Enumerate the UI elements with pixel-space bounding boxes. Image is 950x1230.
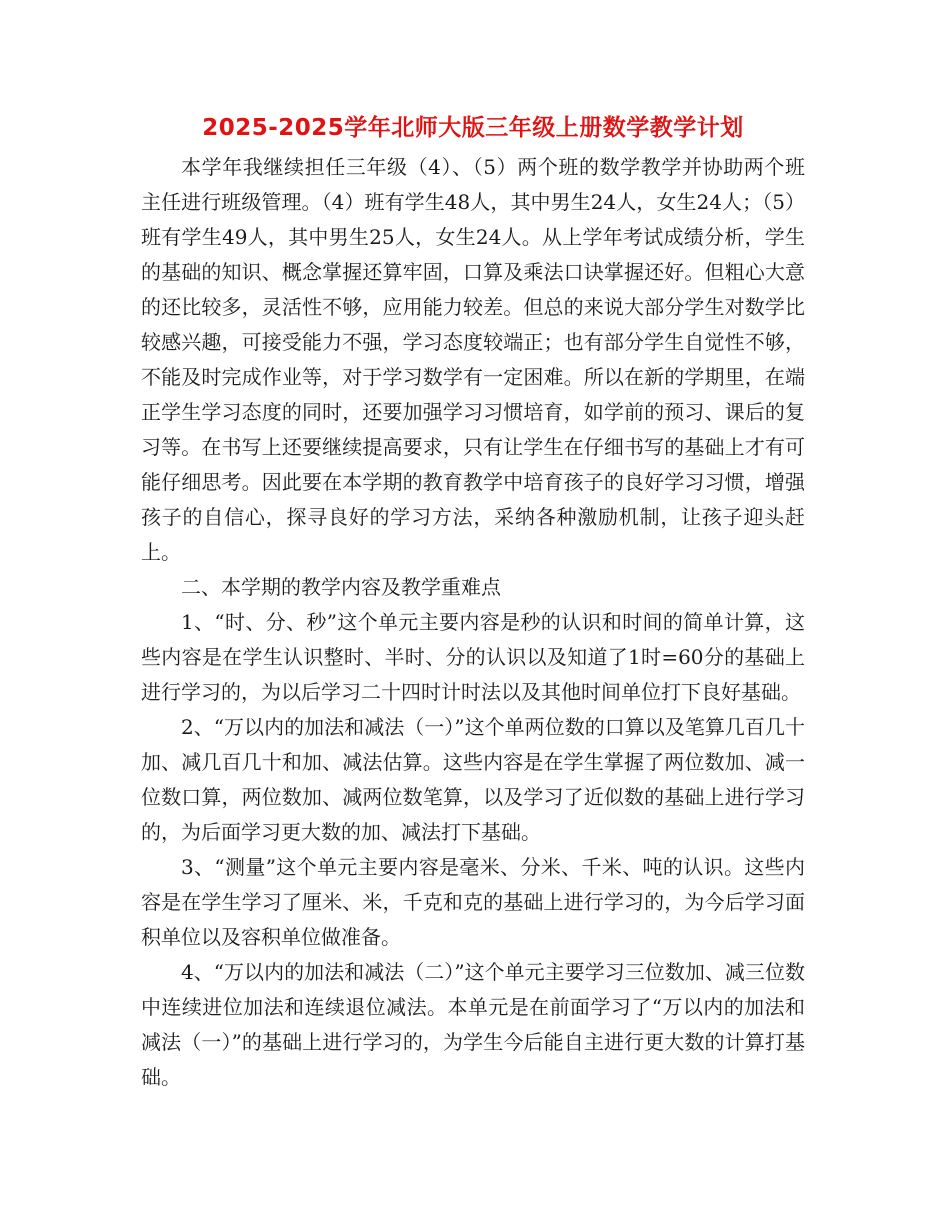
paragraph-unit-1: 1、“时、分、秒”这个单元主要内容是秒的认识和时间的简单计算，这些内容是在学生认识整时、半时、分的认识以及知道了1时=60分的基础上进行学习的，为以后学习二十四时计时法以及其他时间单位打下良好基础。 xyxy=(141,610,805,704)
document-body xyxy=(141,150,805,1095)
document-title: 2025-2025学年北师大版三年级上册数学教学计划 xyxy=(202,115,744,141)
section-heading: 二、本学期的教学内容及教学重难点 xyxy=(181,575,501,599)
paragraph-unit-2: 2、“万以内的加法和减法（一）”这个单两位数的口算以及笔算几百几十加、减几百几十和加、减法估算。这些内容是在学生掌握了两位数加、减一位数口算，两位数加、减两位数笔算，以及学习了近似数的基础上进行学习的，为后面学习更大数的加、减法打下基础。 xyxy=(141,715,805,844)
paragraph-unit-3: 3、“测量”这个单元主要内容是毫米、分米、千米、吨的认识。这些内容是在学生学习了厘米、米，千克和克的基础上进行学习的，为今后学习面积单位以及容积单位做准备。 xyxy=(141,855,805,949)
paragraph-intro: 本学年我继续担任三年级（4）、（5）两个班的数学教学并协助两个班主任进行班级管理。（4）班有学生48人，其中男生24人，女生24人；（5）班有学生49人，其中男生25人，女生24人。从上学年考试成绩分析，学生的基础的知识、概念掌握还算牢固，口算及乘法口诀掌握还好。但粗心大意的还比较多，灵活性不够，应用能力较差。但总的来说大部分学生对数学比较感兴趣，可接受能力不强，学习态度较端正；也有部分学生自觉性不够，不能及时完成作业等，对于学习数学有一定困难。所以在新的学期里，在端正学生学习态度的同时，还要加强学习习惯培育，如学前的预习、课后的复习等。在书写上还要继续提高要求，只有让学生在仔细书写的基础上才有可能仔细思考。因此要在本学期的教育教学中培育孩子的良好学习习惯，增强孩子的自信心，探寻良好的学习方法，采纳各种激励机制，让孩子迎头赶上。 xyxy=(141,155,805,564)
paragraph-unit-4: 4、“万以内的加法和减法（二）”这个单元主要学习三位数加、减三位数中连续进位加法和连续退位减法。本单元是在前面学习了“万以内的加法和减法（一）”的基础上进行学习的，为学生今后能自主进行更大数的计算打基础。 xyxy=(141,960,805,1089)
